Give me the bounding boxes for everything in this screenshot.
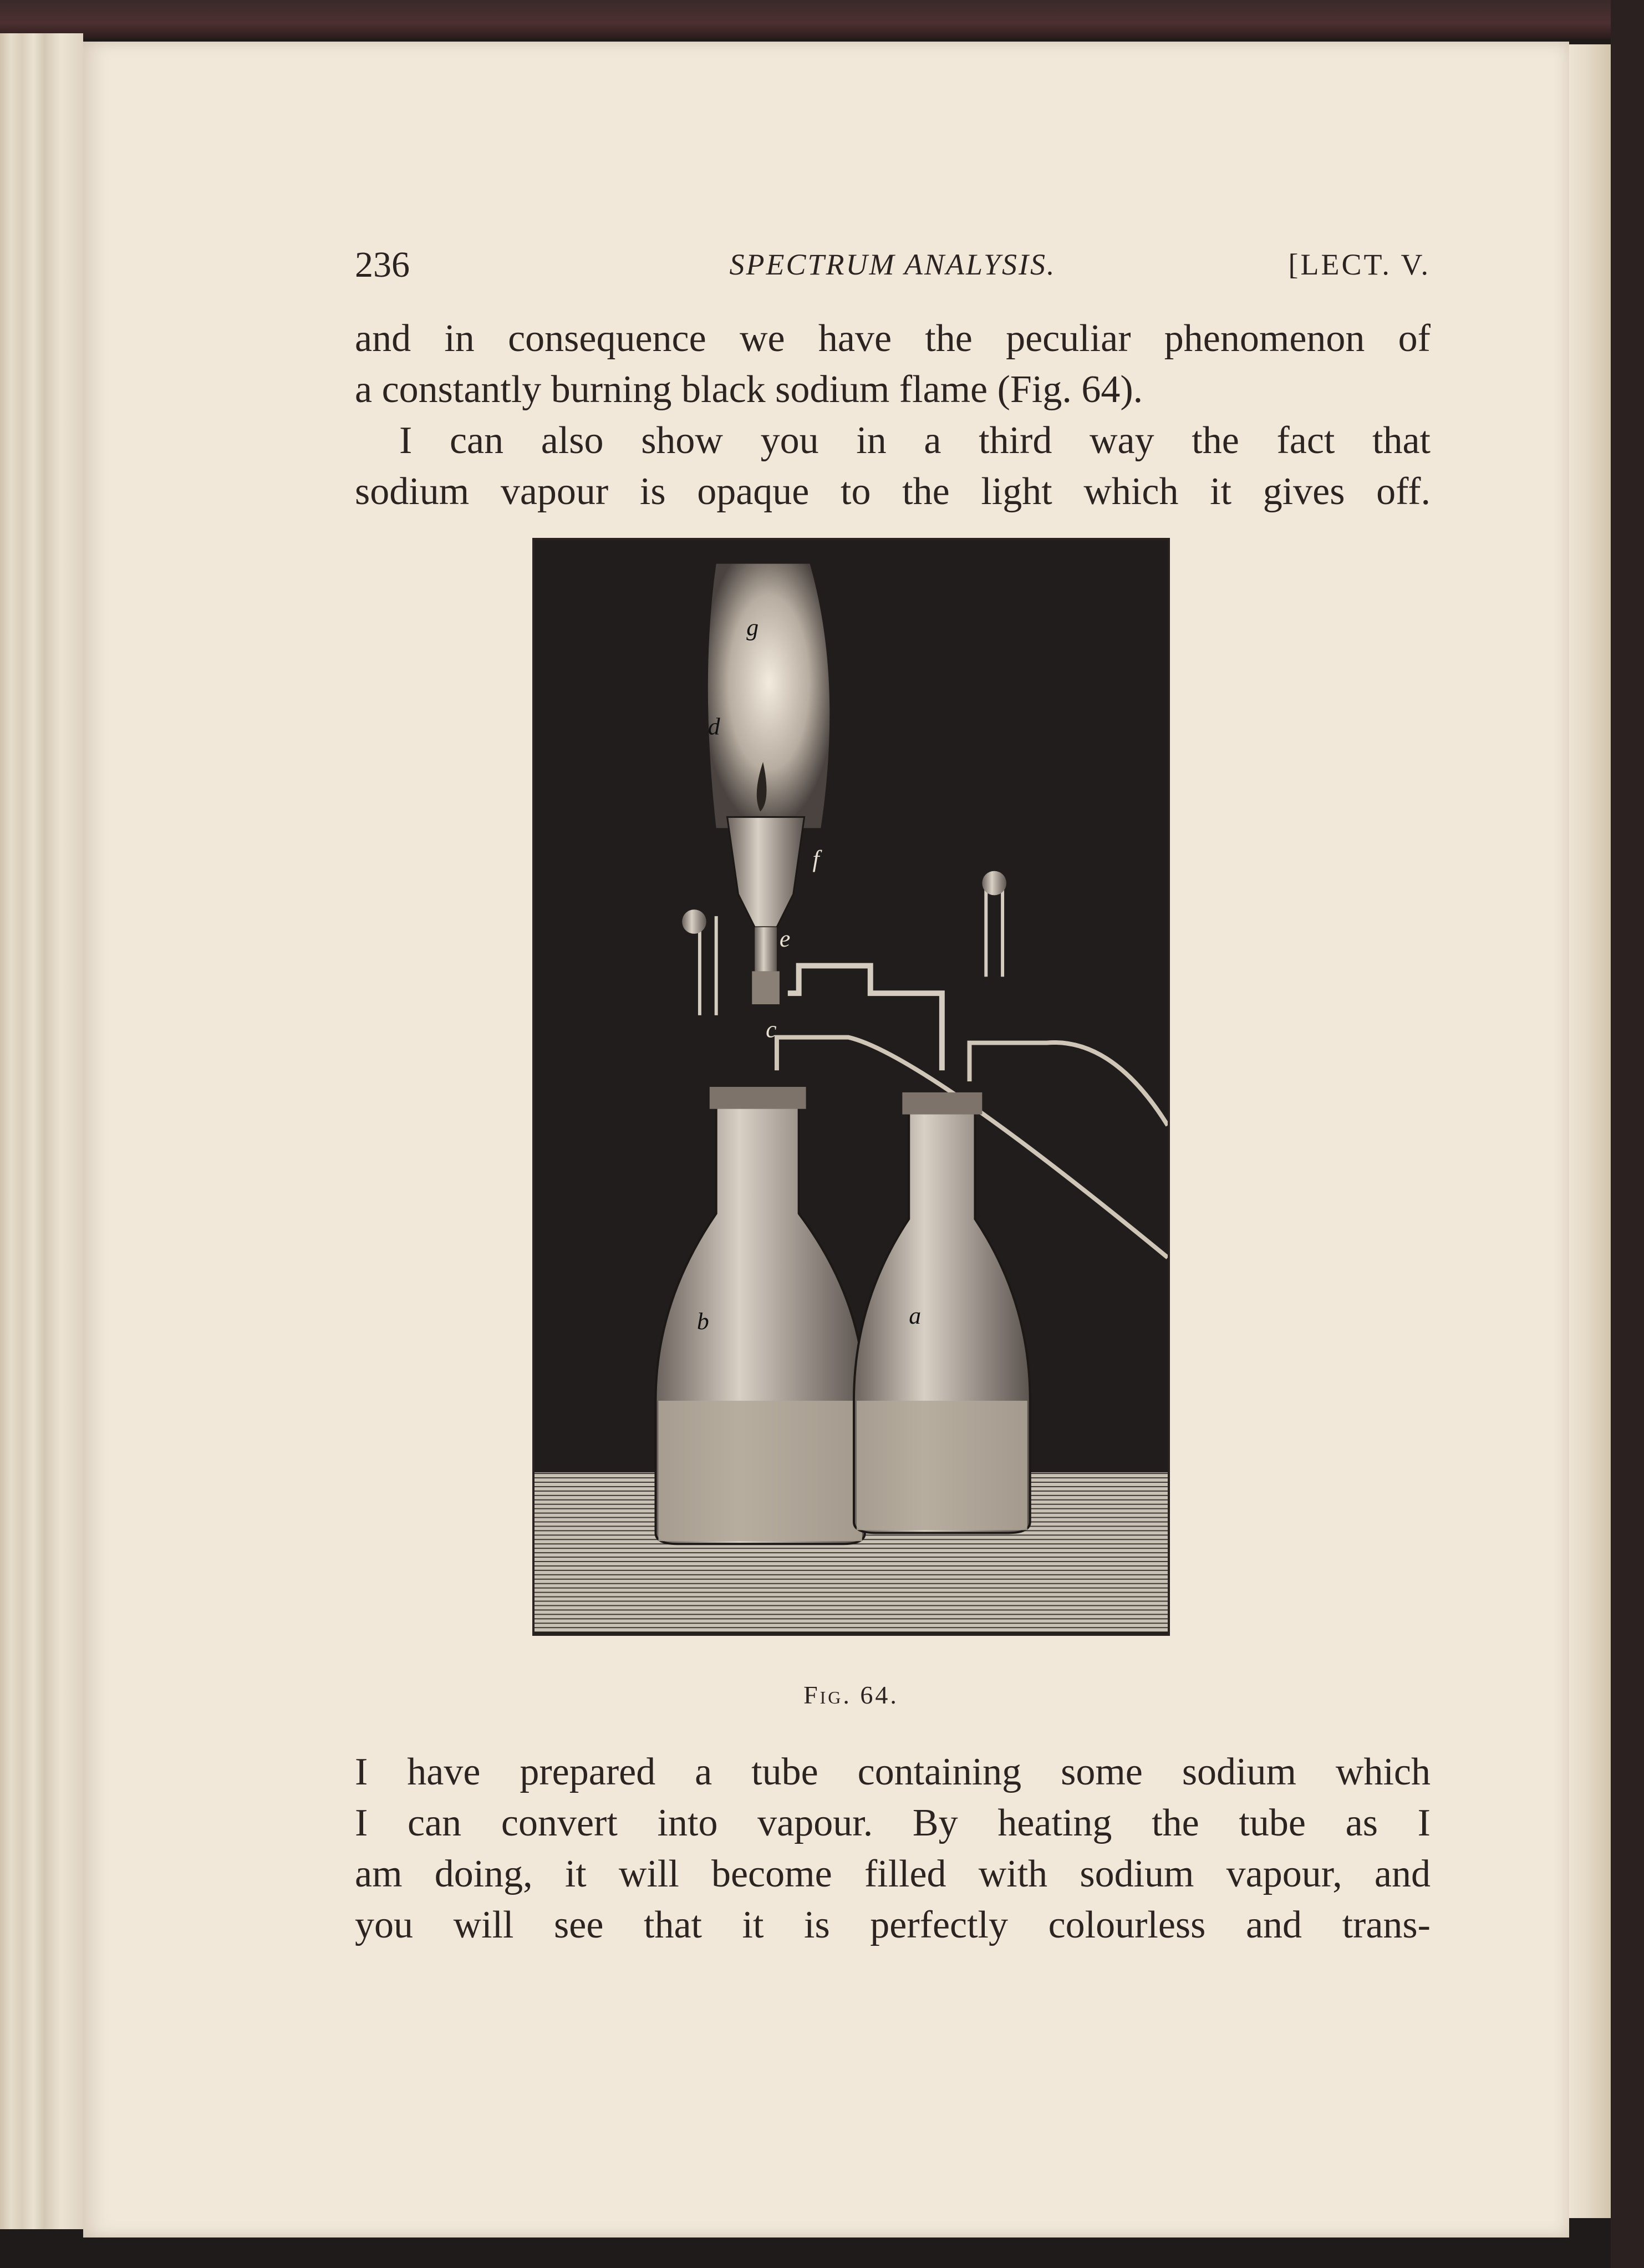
text-line: am doing, it will become filled with sodium vapour, and (355, 1853, 1431, 1895)
text-line: I have prepared a tube containing some sodium which (355, 1751, 1431, 1793)
right-funnel-bulb (982, 871, 1006, 896)
label-b: b (696, 1308, 709, 1335)
text-line: sodium vapour is opaque to the light which it gives off. (355, 470, 1431, 513)
text-line: a constantly burning black sodium flame (Fig. 64). (355, 368, 1143, 411)
label-f: f (812, 845, 820, 872)
page-edges-left (0, 33, 83, 2229)
book-cover-edge (0, 0, 1644, 39)
label-a: a (909, 1303, 922, 1330)
paragraph (355, 313, 1431, 415)
text-line: and in consequence we have the peculiar phenomenon of (355, 317, 1431, 360)
bottle-b-neck-ring (710, 1087, 806, 1109)
text-line: you will see that it is perfectly colourless and trans- (355, 1904, 1431, 1946)
left-funnel-bulb (682, 909, 706, 934)
text-line: I can also show you in a third way the fact that (399, 419, 1431, 462)
label-c: c (766, 1016, 777, 1043)
figure-caption: Fig. 64. (803, 1681, 899, 1709)
paragraph (355, 415, 1431, 517)
label-e: e (779, 925, 791, 952)
bottle-b-liquid (658, 1401, 862, 1541)
bottle-a-liquid (857, 1401, 1027, 1530)
body-text-bottom (355, 1747, 1431, 1951)
burner-tube (755, 927, 777, 971)
page-number: 236 (355, 245, 410, 285)
label-d: d (708, 713, 720, 740)
lecture-label: [LECT. V. (1288, 248, 1431, 281)
paragraph (355, 1747, 1431, 1951)
bottle-a-neck-ring (902, 1092, 982, 1115)
sodium-flame (708, 564, 829, 828)
running-title: SPECTRUM ANALYSIS. (729, 248, 1056, 281)
book-cover-right (1611, 0, 1644, 2268)
engraving-illustration (535, 540, 1168, 1634)
running-head (355, 244, 1431, 283)
tube-connector (752, 971, 780, 1004)
figure-64-engraving (532, 538, 1170, 1636)
body-text-top (355, 313, 1431, 517)
text-line: I can convert into vapour. By heating the tube as I (355, 1802, 1431, 1844)
label-g: g (746, 614, 759, 641)
